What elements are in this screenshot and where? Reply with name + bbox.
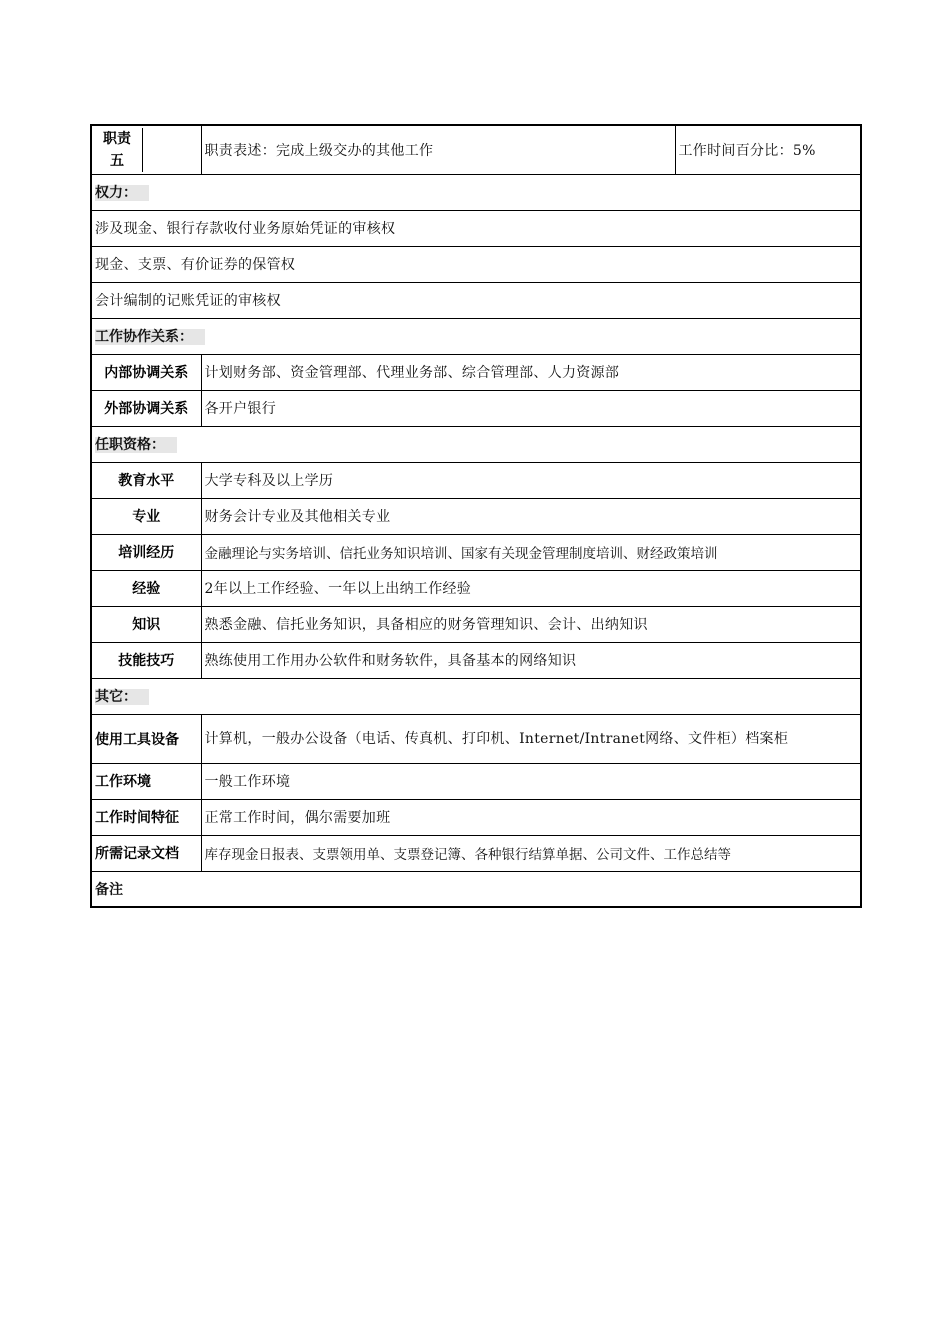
other-row-documents (91, 835, 861, 871)
row-value: 2年以上工作经验、一年以上出纳工作经验 (201, 570, 861, 606)
authority-item-row (91, 210, 861, 246)
duty-time-percent: 工作时间百分比：5% (678, 142, 816, 159)
qualifications-heading: 任职资格： (95, 437, 177, 453)
duty-label-line1: 职责 (103, 130, 131, 147)
other-heading-cell (91, 678, 861, 714)
other-row-tools (91, 714, 861, 763)
qualification-row-education (91, 462, 861, 498)
row-value: 熟练使用工作用办公软件和财务软件，具备基本的网络知识 (201, 642, 861, 678)
qualification-row-training (91, 534, 861, 570)
other-heading-row (91, 678, 861, 714)
row-label: 培训经历 (91, 534, 201, 570)
qualification-row-knowledge (91, 606, 861, 642)
authority-heading: 权力： (95, 185, 149, 201)
qualification-row-skills (91, 642, 861, 678)
authority-heading-cell (91, 174, 861, 210)
authority-item: 会计编制的记账凭证的审核权 (91, 282, 861, 318)
row-value: 正常工作时间，偶尔需要加班 (201, 799, 861, 835)
row-label: 技能技巧 (91, 642, 201, 678)
authority-item-row (91, 282, 861, 318)
cooperation-heading: 工作协作关系： (95, 329, 205, 345)
row-label: 使用工具设备 (91, 714, 201, 763)
duty-time-cell (675, 125, 861, 174)
cooperation-heading-row (91, 318, 861, 354)
job-description-document (90, 124, 860, 908)
row-label: 知识 (91, 606, 201, 642)
row-label: 所需记录文档 (91, 835, 201, 871)
row-label: 工作环境 (91, 763, 201, 799)
duty-description-inner (142, 128, 201, 172)
row-value: 一般工作环境 (201, 763, 861, 799)
qualifications-heading-row (91, 426, 861, 462)
cooperation-row-internal (91, 354, 861, 390)
row-value: 熟悉金融、信托业务知识，具备相应的财务管理知识、会计、出纳知识 (201, 606, 861, 642)
authority-item: 涉及现金、银行存款收付业务原始凭证的审核权 (91, 210, 861, 246)
row-label: 外部协调关系 (91, 390, 201, 426)
other-row-environment (91, 763, 861, 799)
qualification-row-experience (91, 570, 861, 606)
duty-description: 职责表述：完成上级交办的其他工作 (204, 142, 434, 159)
row-value: 库存现金日报表、支票领用单、支票登记簿、各种银行结算单据、公司文件、工作总结等 (201, 835, 861, 871)
row-label: 经验 (91, 570, 201, 606)
duty-description-cell (201, 125, 675, 174)
duty-label-line2: 五 (110, 152, 124, 169)
cooperation-heading-cell (91, 318, 861, 354)
row-label: 内部协调关系 (91, 354, 201, 390)
authority-heading-row (91, 174, 861, 210)
row-label: 教育水平 (91, 462, 201, 498)
cooperation-row-external (91, 390, 861, 426)
duty-label (92, 128, 142, 172)
qualification-row-major (91, 498, 861, 534)
job-description-table (90, 124, 862, 908)
row-label: 专业 (91, 498, 201, 534)
duty-row (91, 125, 861, 174)
authority-item-row (91, 246, 861, 282)
row-value: 计算机，一般办公设备（电话、传真机、打印机、Internet/Intranet网络、文件柜）档案柜 (201, 714, 861, 763)
row-value: 计划财务部、资金管理部、代理业务部、综合管理部、人力资源部 (201, 354, 861, 390)
row-value: 财务会计专业及其他相关专业 (201, 498, 861, 534)
other-heading: 其它： (95, 689, 149, 705)
row-label: 工作时间特征 (91, 799, 201, 835)
remarks-label: 备注 (91, 871, 861, 907)
row-value: 各开户银行 (201, 390, 861, 426)
duty-label-cell (91, 125, 201, 174)
qualifications-heading-cell (91, 426, 861, 462)
row-value: 金融理论与实务培训、信托业务知识培训、国家有关现金管理制度培训、财经政策培训 (201, 534, 861, 570)
remarks-row (91, 871, 861, 907)
row-value: 大学专科及以上学历 (201, 462, 861, 498)
other-row-hours (91, 799, 861, 835)
authority-item: 现金、支票、有价证券的保管权 (91, 246, 861, 282)
